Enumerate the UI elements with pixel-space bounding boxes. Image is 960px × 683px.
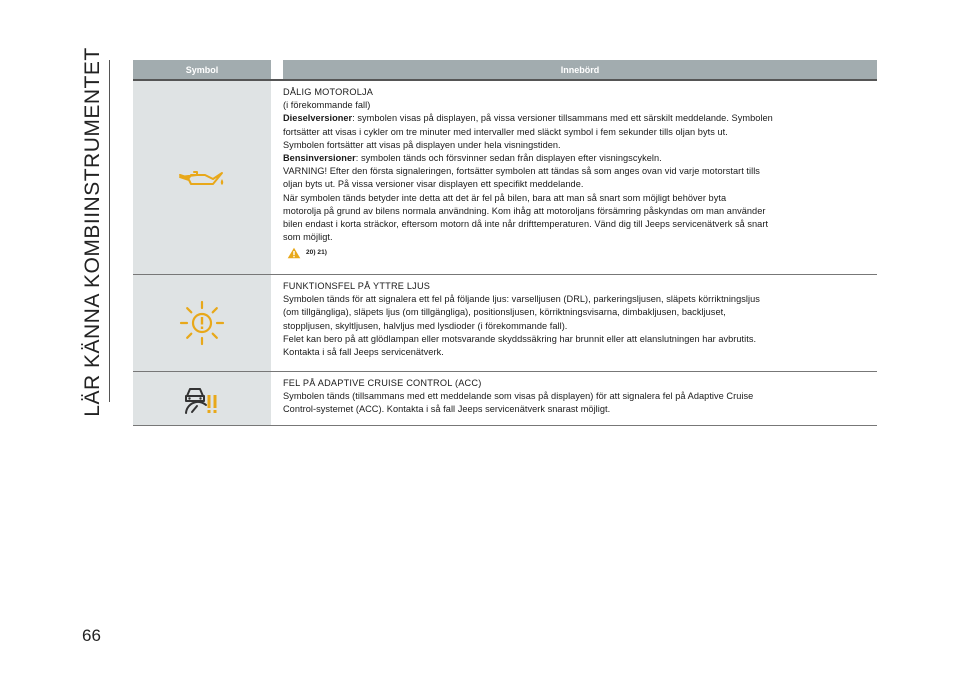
text-line: stoppljusen, skyltljusen, halvljus med lysdioder (i förekommande fall). xyxy=(283,320,568,331)
text-line: motorolja på grund av bilens normala användning. Kom ihåg att motoroljans försämring påskyndas om man använder xyxy=(283,205,766,216)
text-line: Symbolen tänds för att signalera ett fel på följande ljus: varselljusen (DRL), parkeringsljusen, släpets körriktningsljus xyxy=(283,294,760,305)
adaptive-cruise-control-failure-icon xyxy=(182,382,222,416)
meaning-cell xyxy=(271,275,877,371)
petrol-paragraph xyxy=(283,152,877,165)
exterior-bulb-failure-icon xyxy=(178,299,226,347)
diesel-paragraph xyxy=(283,112,877,125)
text-line: oljan byts ut. På vissa versioner visar displayen ett specifikt meddelande. xyxy=(283,179,584,190)
diesel-label: Dieselversioner xyxy=(283,113,353,124)
meaning-cell xyxy=(271,81,877,274)
text-line: Felet kan bero på att glödlampan eller motsvarande skyddssäkring har brunnit eller att elanslutningen har avbrutits. xyxy=(283,333,757,344)
text-line: Control-systemet (ACC). Kontakta i så fall Jeeps servicenätverk snarast möjligt. xyxy=(283,404,611,415)
text-line: VARNING! Efter den första signaleringen, fortsätter symbolen att tändas så som anges ovan vid varje motorstart tills xyxy=(283,166,760,177)
section-title-text: LÄR KÄNNA KOMBIINSTRUMENTET xyxy=(81,47,104,417)
warning-lights-table xyxy=(133,60,877,426)
symbol-cell xyxy=(133,275,271,371)
footnote-refs xyxy=(283,246,877,259)
meaning-cell xyxy=(271,372,877,425)
page-number: 66 xyxy=(82,626,101,645)
section-title xyxy=(78,47,108,417)
section-divider xyxy=(109,60,110,402)
header-symbol: Symbol xyxy=(185,64,219,75)
table-header xyxy=(133,60,877,81)
symbol-cell xyxy=(133,372,271,425)
petrol-label: Bensinversioner xyxy=(283,153,356,164)
row-title: DÅLIG MOTOROLJA xyxy=(283,87,374,97)
text-line: som möjligt. xyxy=(283,232,333,243)
table-row xyxy=(133,275,877,372)
warning-triangle-icon xyxy=(287,247,301,259)
footnote-refs-text: 20) 21) xyxy=(306,249,327,257)
petrol-text: : symbolen tänds och försvinner sedan från displayen efter visningscykeln. xyxy=(355,153,662,164)
oil-can-icon xyxy=(177,166,227,190)
row-title: FUNKTIONSFEL PÅ YTTRE LJUS xyxy=(283,281,431,291)
text-line: Symbolen fortsätter att visas på displayen under hela visningstiden. xyxy=(283,139,561,150)
text-line: När symbolen tänds betyder inte detta att det är fel på bilen, bara att man så snart som möjligt behöver byta xyxy=(283,192,727,203)
table-row xyxy=(133,81,877,275)
row-subtitle: (i förekommande fall) xyxy=(283,100,371,111)
row-title: FEL PÅ ADAPTIVE CRUISE CONTROL (ACC) xyxy=(283,378,482,388)
table-row xyxy=(133,372,877,426)
header-meaning: Innebörd xyxy=(271,60,877,79)
text-line: Kontakta i så fall Jeeps servicenätverk. xyxy=(283,347,444,358)
text-line: fortsätter att visas i cykler om tre minuter med intervaller med släckt symbol i fem sekunder tills oljan byts ut. xyxy=(283,126,728,137)
diesel-text: : symbolen visas på displayen, på vissa versioner tillsammans med ett särskilt meddelande. Symbolen xyxy=(352,113,773,124)
text-line: (om tillgängliga), släpets ljus (om tillgängliga), positionsljusen, körriktningsvisarna, dimbakljusen, backljuset, xyxy=(283,307,726,318)
text-line: bilen endast i korta sträckor, eftersom motorn då inte når drifttemperaturen. Vänd dig till Jeeps servicenätverk så snart xyxy=(283,219,769,230)
symbol-cell xyxy=(133,81,271,274)
text-line: Symbolen tänds (tillsammans med ett meddelande som visas på displayen) för att signalera fel på Adaptive Cruise xyxy=(283,391,754,402)
